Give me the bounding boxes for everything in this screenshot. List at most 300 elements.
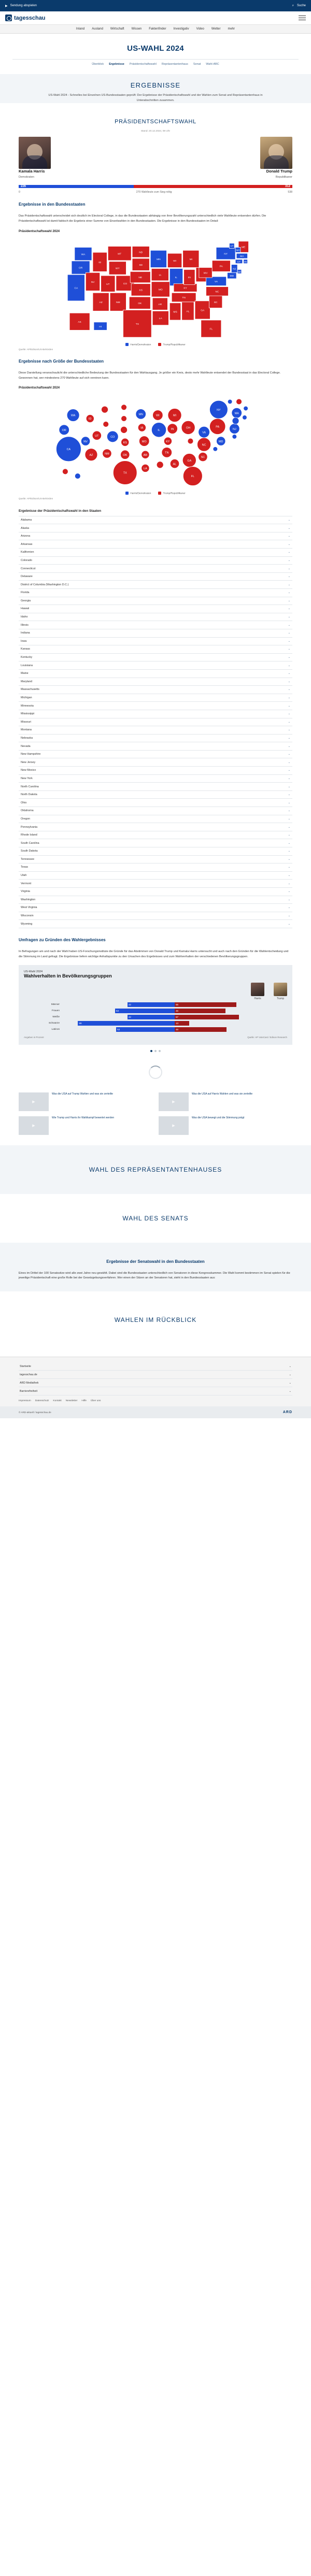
- footer-link[interactable]: Hilfe: [81, 1400, 87, 1403]
- teaser-card[interactable]: [159, 1116, 292, 1135]
- map-state-label-nh: NH: [236, 249, 240, 252]
- state-row-label: New York: [21, 776, 33, 780]
- state-row-label: Connecticut: [21, 567, 36, 570]
- state-row-label: Florida: [21, 591, 30, 595]
- state-row-label: Pennsylvania: [21, 825, 38, 829]
- state-row[interactable]: [19, 678, 292, 686]
- state-row[interactable]: [19, 920, 292, 928]
- candidate-party-harris: Demokraten: [19, 176, 34, 179]
- chevron-down-icon[interactable]: ⌄: [288, 890, 290, 894]
- chevron-down-icon[interactable]: ⌄: [288, 914, 290, 918]
- state-row-label: North Dakota: [21, 793, 37, 797]
- state-row-label: Georgia: [21, 599, 31, 602]
- carto-bubble-nh[interactable]: [244, 407, 248, 411]
- state-row[interactable]: [19, 864, 292, 872]
- carto-text: Diese Darstellung veranschaulicht die unterschiedliche Bedeutung der Bundesstaaten für den Wahlausgang. Je größer ein Kreis, desto mehr Wahlleute entsendet der Bundesstaat in das Electoral College. Gewonnen hat, wer mindestens 270 Wahlleute auf sich vereinen kann.: [19, 371, 281, 380]
- candidate-name-harris: Kamala Harris: [19, 169, 45, 174]
- chevron-down-icon[interactable]: ⌄: [288, 898, 290, 901]
- state-row-label: Rhode Island: [21, 833, 37, 837]
- footer-links[interactable]: [19, 1400, 292, 1402]
- carto-label-wa: WA: [70, 414, 76, 418]
- nav-item-mehr[interactable]: mehr: [228, 27, 235, 31]
- chevron-down-icon[interactable]: ⌄: [288, 672, 290, 675]
- map-state-label-ct: CT: [237, 261, 241, 264]
- state-row-label: Oregon: [21, 817, 30, 821]
- chart-row: Latinos 52 46: [24, 1027, 287, 1032]
- chevron-down-icon[interactable]: ⌄: [288, 607, 290, 611]
- chart-row-label: Männer: [51, 1003, 60, 1006]
- state-row[interactable]: [19, 831, 292, 840]
- carto-bubble-ri[interactable]: [243, 415, 247, 420]
- carto-label-ok: OK: [123, 454, 128, 457]
- carousel-dot-3[interactable]: [159, 1050, 161, 1052]
- map-state-label-in: IN: [188, 276, 191, 279]
- state-row[interactable]: [19, 654, 292, 662]
- state-row-label: Hawaii: [21, 607, 30, 611]
- menu-button[interactable]: [299, 14, 306, 22]
- carto-label-ma: MA: [234, 412, 239, 415]
- map-state-label-ia: IA: [159, 274, 162, 277]
- review-section: [0, 1291, 311, 1348]
- chevron-down-icon[interactable]: ⌄: [288, 639, 290, 643]
- map-state-label-ny: NY: [224, 252, 228, 255]
- chevron-down-icon[interactable]: ⌄: [288, 631, 290, 635]
- chevron-down-icon[interactable]: ⌄: [288, 882, 290, 885]
- chevron-down-icon[interactable]: ⌄: [288, 801, 290, 804]
- chevron-down-icon[interactable]: ⌄: [289, 1373, 291, 1376]
- voter-groups-chart[interactable]: [19, 965, 292, 1045]
- state-row[interactable]: [19, 751, 292, 759]
- map-state-label-ut: UT: [106, 283, 110, 286]
- map-state-label-id: ID: [98, 261, 102, 264]
- carto-bubble-ct[interactable]: [232, 418, 239, 424]
- carto-label-md: MD: [219, 440, 223, 444]
- carto-bubble-nd[interactable]: [121, 405, 127, 410]
- chart-row: Frauen 53 45: [24, 1009, 287, 1013]
- chevron-down-icon[interactable]: ⌄: [288, 656, 290, 659]
- state-row[interactable]: [19, 581, 292, 589]
- state-row-label: New Mexico: [21, 769, 36, 772]
- carto-bubble-hi[interactable]: [75, 473, 80, 479]
- state-row[interactable]: [19, 767, 292, 775]
- state-row[interactable]: [19, 807, 292, 815]
- chevron-down-icon[interactable]: ⌄: [288, 535, 290, 538]
- carto-legend-dem: Harris/Demokraten: [125, 492, 151, 495]
- candidate-party-trump: Republikaner: [275, 176, 292, 179]
- carto-heading: Ergebnisse nach Größe der Bundesstaaten: [19, 358, 104, 364]
- carto-bubble-de[interactable]: [232, 435, 237, 439]
- footer-link[interactable]: Datenschutz: [35, 1400, 49, 1403]
- video-thumbnail[interactable]: [19, 1116, 49, 1135]
- state-row[interactable]: [19, 742, 292, 751]
- states-text: Das Präsidentschaftswahl unterscheidet sich deutlich im Electoral College, in das die Bundesstaaten abhängig von ihrer Bevölkerungszahl unterschiedlich viele Wahlleute entsenden dürfen. Die Präsidentschaftswahl ist damit faktisch die Ergebnis einer Summe von Einzelwahlen in den Bundesstaaten. Die Ergebnisse in den Bundesstaaten im Detail:: [19, 214, 266, 223]
- carto-label-id: ID: [89, 418, 92, 421]
- map-state-label-wy: WY: [115, 267, 120, 270]
- legend-rep: Trump/Republikaner: [158, 343, 185, 346]
- carto-bubble-me[interactable]: [236, 399, 242, 405]
- chevron-down-icon[interactable]: ⌄: [288, 809, 290, 813]
- play-label[interactable]: Sendung abspielen: [10, 4, 37, 7]
- chevron-down-icon[interactable]: ⌄: [288, 704, 290, 708]
- chart-kicker: US-Wahl 2024: [24, 970, 43, 973]
- state-row[interactable]: [19, 613, 292, 622]
- state-row[interactable]: [19, 686, 292, 694]
- state-row[interactable]: [19, 791, 292, 799]
- chevron-down-icon[interactable]: ⌄: [288, 793, 290, 797]
- tab-ueberblick[interactable]: Überblick: [92, 63, 104, 66]
- map-state-label-va: VA: [215, 280, 218, 283]
- chevron-down-icon[interactable]: ⌄: [289, 1364, 291, 1368]
- state-row[interactable]: [19, 823, 292, 831]
- map-state-label-ma: MA: [240, 255, 244, 258]
- carto-bubble-wv[interactable]: [188, 439, 193, 444]
- map-state-label-ms: MS: [173, 311, 177, 314]
- chevron-down-icon[interactable]: ⌄: [288, 922, 290, 926]
- map-state-label-ne: NE: [138, 276, 143, 279]
- teaser-card[interactable]: [19, 1092, 152, 1111]
- carto-label-mi: MI: [173, 414, 177, 418]
- carto-label-ga: GA: [187, 459, 192, 463]
- carto-bubble-ak[interactable]: [62, 469, 68, 474]
- state-row-label: Tennessee: [21, 857, 35, 861]
- chevron-down-icon[interactable]: ⌄: [288, 776, 290, 780]
- site-logo[interactable]: [5, 15, 46, 21]
- chevron-down-icon[interactable]: ⌄: [288, 599, 290, 602]
- brand-bar: [0, 11, 311, 25]
- state-row[interactable]: [19, 839, 292, 847]
- chart-avatar-trump: [274, 983, 287, 996]
- state-row[interactable]: [19, 702, 292, 710]
- chevron-down-icon[interactable]: ⌄: [289, 1381, 291, 1385]
- cartogram-svg[interactable]: [12, 393, 299, 488]
- state-row[interactable]: [19, 549, 292, 557]
- carto-label-tx: TX: [123, 472, 127, 476]
- chevron-down-icon[interactable]: ⌄: [288, 664, 290, 667]
- chevron-down-icon[interactable]: ⌄: [288, 688, 290, 692]
- state-row-label: Alaska: [21, 526, 30, 530]
- state-row-label: Colorado: [21, 558, 32, 562]
- state-row[interactable]: [19, 710, 292, 718]
- state-row-label: New Jersey: [21, 760, 36, 764]
- chevron-down-icon[interactable]: ⌄: [288, 785, 290, 788]
- carto-bubble-ms[interactable]: [157, 462, 163, 468]
- chevron-down-icon[interactable]: ⌄: [288, 866, 290, 869]
- state-row[interactable]: [19, 815, 292, 824]
- footer-link[interactable]: Impressum: [19, 1400, 31, 1403]
- candidate-name-trump: Donald Trump: [266, 169, 292, 174]
- state-row[interactable]: [19, 661, 292, 670]
- nav-item-wetter[interactable]: Wetter: [211, 27, 221, 31]
- teaser-title: Was die USA auf Trump Wahlen und was sie zerteilte: [52, 1092, 114, 1096]
- state-row[interactable]: [19, 783, 292, 791]
- house-section: [0, 1145, 311, 1194]
- chevron-down-icon[interactable]: ⌄: [288, 874, 290, 877]
- section-tabs[interactable]: [0, 60, 311, 74]
- map-state-label-nm: NM: [116, 301, 120, 304]
- state-row-label: Ohio: [21, 801, 27, 804]
- carto-legend-rep: Trump/Republikaner: [158, 492, 185, 495]
- state-list-title: Ergebnisse der Präsidentschaftswahl in den Staaten: [19, 509, 102, 513]
- carto-bubble-wy[interactable]: [103, 422, 109, 427]
- avatar-trump: [260, 137, 292, 169]
- footer-bottom: [0, 1406, 311, 1418]
- carto-label-nv: NV: [83, 440, 88, 444]
- presidential-heading: PRÄSIDENTSCHAFTSWAHL: [115, 119, 196, 125]
- brand-name: tagesschau: [14, 15, 46, 21]
- state-row[interactable]: [19, 565, 292, 573]
- carousel-dot-2[interactable]: [154, 1050, 157, 1052]
- video-thumbnail[interactable]: [19, 1092, 49, 1111]
- state-row[interactable]: [19, 694, 292, 702]
- chart-avatar-harris: [251, 983, 264, 996]
- nav-item-investigativ[interactable]: Investigativ: [173, 27, 189, 31]
- nav-item-ausland[interactable]: Ausland: [92, 27, 103, 31]
- state-row-label: Maine: [21, 672, 29, 675]
- nav-item-wissen[interactable]: Wissen: [131, 27, 142, 31]
- map-state-label-ak: AK: [78, 321, 81, 324]
- results-heading: ERGEBNISSE: [130, 81, 181, 89]
- chevron-down-icon[interactable]: ⌄: [288, 647, 290, 651]
- chevron-down-icon[interactable]: ⌄: [288, 567, 290, 570]
- tagesschau-mark-icon: [5, 15, 12, 21]
- state-row[interactable]: [19, 888, 292, 896]
- map-legend: [0, 343, 311, 346]
- chevron-down-icon[interactable]: ⌄: [288, 728, 290, 732]
- chevron-down-icon[interactable]: ⌄: [288, 680, 290, 683]
- state-row[interactable]: [19, 718, 292, 727]
- carto-label-mn: MN: [138, 413, 143, 416]
- teaser-card[interactable]: [19, 1116, 152, 1135]
- chevron-down-icon[interactable]: ⌄: [288, 712, 290, 716]
- map-state-label-il: IL: [175, 276, 178, 279]
- chevron-down-icon[interactable]: ⌄: [288, 753, 290, 756]
- state-row[interactable]: [19, 847, 292, 856]
- chevron-down-icon[interactable]: ⌄: [288, 583, 290, 586]
- map-state-label-mi: MI: [189, 258, 192, 261]
- teaser-card[interactable]: [159, 1092, 292, 1111]
- chevron-down-icon[interactable]: ⌄: [288, 518, 290, 522]
- states-heading: Ergebnisse in den Bundesstaaten: [19, 202, 86, 207]
- map-state-label-fl: FL: [209, 328, 213, 331]
- chevron-down-icon[interactable]: ⌄: [288, 615, 290, 619]
- state-row-label: Massachusetts: [21, 688, 39, 692]
- carto-bubble-mt[interactable]: [102, 407, 108, 413]
- state-row-label: Louisiana: [21, 664, 33, 667]
- chevron-down-icon[interactable]: ⌄: [288, 744, 290, 748]
- map-state-label-vt: VT: [230, 245, 234, 248]
- tab-praesidentschaftswahl[interactable]: Präsidentschaftswahl: [129, 63, 157, 66]
- tab-ergebnisse[interactable]: Ergebnisse: [109, 63, 124, 66]
- video-thumbnail[interactable]: [159, 1116, 189, 1135]
- footer-link[interactable]: Über uns: [90, 1400, 101, 1403]
- map-state-label-ar: AR: [158, 303, 162, 306]
- chevron-down-icon[interactable]: ⌄: [288, 558, 290, 562]
- carto-label-wi: WI: [156, 414, 160, 418]
- chevron-down-icon[interactable]: ⌄: [288, 551, 290, 554]
- map-state-label-sc: SC: [214, 301, 218, 304]
- state-row[interactable]: [19, 597, 292, 606]
- state-row[interactable]: [19, 872, 292, 880]
- state-row[interactable]: [19, 670, 292, 678]
- chevron-down-icon[interactable]: ⌄: [288, 736, 290, 740]
- footer-row[interactable]: [19, 1379, 292, 1387]
- map-state-label-pa: PA: [219, 265, 223, 268]
- nav-item-wirtschaft[interactable]: Wirtschaft: [110, 27, 124, 31]
- state-row[interactable]: [19, 645, 292, 654]
- teaser-title: Was die USA auf Harris Wahlen und was sie zerteilte: [192, 1092, 253, 1096]
- us-choropleth-map[interactable]: [12, 236, 299, 340]
- carto-label-nc: NC: [202, 443, 206, 447]
- teaser-grid[interactable]: [19, 1092, 292, 1135]
- chevron-down-icon[interactable]: ⌄: [289, 1389, 291, 1393]
- state-row-label: Vermont: [21, 882, 32, 885]
- state-row-label: Texas: [21, 866, 29, 869]
- footer-row[interactable]: [19, 1371, 292, 1379]
- state-row[interactable]: [19, 904, 292, 912]
- map-svg[interactable]: [12, 236, 299, 340]
- search-label[interactable]: Suche: [296, 4, 306, 7]
- state-row[interactable]: [19, 629, 292, 638]
- state-row[interactable]: [19, 758, 292, 767]
- polls-text: In Befragungen am und nach der Wahl haben US-Forschungsinstitute die Gründe für das Abstimmen von Donald Trump und Kamala Harris untersucht und auch nach den Gründen für die Wahlentscheidung und die Stimmung im Land gefragt. Die Ergebnisse liefern wichtige Anhaltspunkte zu den Ursachen des Ergebnisses und zum Wahlverhalten der verschiedenen Bevölkerungsgruppen.: [19, 949, 289, 958]
- carto-label-fl: FL: [191, 475, 195, 479]
- results-band: [0, 74, 311, 103]
- state-row[interactable]: [19, 605, 292, 613]
- state-row-label: Kansas: [21, 647, 30, 651]
- main-nav[interactable]: [0, 25, 311, 34]
- house-heading: WAHL DES REPRÄSENTANTENHAUSES: [89, 1165, 222, 1173]
- chevron-down-icon[interactable]: ⌄: [288, 769, 290, 772]
- chevron-down-icon[interactable]: ⌄: [288, 575, 290, 579]
- carousel-dot-1[interactable]: [150, 1050, 152, 1052]
- teaser-title: Wie Trump und Harris ihr Wahlkampf bewertet werden: [52, 1116, 115, 1119]
- senate-states-section: [0, 1243, 311, 1292]
- chart-legend-trump: Trump: [274, 983, 287, 1000]
- state-row[interactable]: [19, 638, 292, 646]
- footer-link[interactable]: Newsletter: [65, 1400, 78, 1403]
- footer-row[interactable]: [19, 1362, 292, 1371]
- state-row[interactable]: [19, 524, 292, 533]
- chart-footer: [24, 1036, 287, 1039]
- footer-row-label: tagesschau.de: [20, 1373, 37, 1376]
- state-row[interactable]: [19, 589, 292, 597]
- state-row[interactable]: [19, 775, 292, 783]
- tab-repraesentantenhaus[interactable]: Repräsentantenhaus: [161, 63, 188, 66]
- electoral-bar: [19, 183, 292, 190]
- map-state-label-wv: WV: [203, 271, 208, 275]
- state-row[interactable]: [19, 533, 292, 541]
- state-row[interactable]: [19, 621, 292, 629]
- state-row[interactable]: [19, 735, 292, 743]
- chevron-down-icon[interactable]: ⌄: [288, 850, 290, 853]
- carto-bubble-vt[interactable]: [228, 399, 232, 404]
- state-row-label: Maryland: [21, 680, 33, 683]
- state-row[interactable]: [19, 557, 292, 565]
- map-state-label-me: ME: [242, 246, 246, 249]
- chevron-down-icon[interactable]: ⌄: [288, 696, 290, 700]
- nav-item-video[interactable]: Video: [196, 27, 204, 31]
- carto-label-va: VA: [202, 431, 206, 435]
- state-row-label: Mississippi: [21, 712, 35, 716]
- map-state-label-mo: MO: [158, 289, 163, 292]
- tab-wahl-abc[interactable]: Wahl-ABC: [206, 63, 219, 66]
- carousel-dots[interactable]: [0, 1050, 311, 1052]
- us-cartogram[interactable]: [12, 393, 299, 488]
- chevron-down-icon[interactable]: ⌄: [288, 591, 290, 595]
- chevron-down-icon[interactable]: ⌄: [288, 720, 290, 724]
- state-accordion[interactable]: [19, 516, 292, 928]
- results-intro: US-Wahl 2024 - Schnelles bei Einzelnen US-Bundesstaaten geprüft: Der Ergebnisse der Präsidentschaftswahl und der Wahlen zum Senat und Repräsentantenhaus in Unterabschnitten zusammen.: [48, 94, 263, 102]
- chart-row-label: Schwarze: [48, 1021, 60, 1025]
- carto-bubble-ne[interactable]: [121, 427, 128, 434]
- chevron-down-icon[interactable]: ⌄: [288, 906, 290, 910]
- chevron-down-icon[interactable]: ⌄: [288, 841, 290, 845]
- carto-label-co: CO: [110, 436, 115, 439]
- chevron-down-icon[interactable]: ⌄: [288, 542, 290, 546]
- chevron-down-icon[interactable]: ⌄: [288, 833, 290, 837]
- chart-row-label: Frauen: [51, 1009, 60, 1012]
- state-row-label: Missouri: [21, 720, 32, 724]
- state-row-label: North Carolina: [21, 785, 39, 788]
- footer: [0, 1357, 311, 1418]
- chevron-down-icon[interactable]: ⌄: [288, 825, 290, 829]
- map-state-label-nj: NJ: [233, 268, 236, 271]
- nav-item-inland[interactable]: Inland: [76, 27, 85, 31]
- carto-bubble-dc[interactable]: [213, 447, 218, 452]
- footer-link[interactable]: Kontakt: [53, 1400, 62, 1403]
- nav-item-faktenfinder[interactable]: Faktenfinder: [149, 27, 166, 31]
- state-row[interactable]: [19, 856, 292, 864]
- chart-source: Quelle: AP VoteCast / Edison Research: [247, 1035, 287, 1039]
- chevron-down-icon[interactable]: ⌄: [288, 817, 290, 821]
- chevron-down-icon[interactable]: ⌄: [288, 623, 290, 627]
- state-row-label: West Virginia: [21, 906, 37, 910]
- footer-row[interactable]: [19, 1387, 292, 1395]
- state-row[interactable]: [19, 799, 292, 807]
- electoral-bar-dem: 226: [19, 185, 134, 188]
- chevron-down-icon[interactable]: ⌄: [288, 526, 290, 530]
- page-title: US-WAHL 2024: [127, 44, 184, 53]
- video-thumbnail[interactable]: [159, 1092, 189, 1111]
- state-row-label: Wisconsin: [21, 914, 34, 918]
- state-row[interactable]: [19, 726, 292, 735]
- state-row[interactable]: [19, 573, 292, 581]
- footer-rows[interactable]: [0, 1362, 311, 1395]
- state-row-label: Nevada: [21, 744, 31, 748]
- carto-label-or: OR: [62, 429, 66, 433]
- state-row[interactable]: [19, 896, 292, 904]
- senate-states-heading: Ergebnisse der Senatswahl in den Bundesstaaten: [106, 1259, 205, 1264]
- tab-senat[interactable]: Senat: [193, 63, 201, 66]
- play-icon[interactable]: ▶: [5, 4, 8, 8]
- carto-label-nj: NJ: [233, 428, 236, 431]
- state-row[interactable]: [19, 516, 292, 525]
- carto-bubble-sd[interactable]: [121, 416, 127, 422]
- carto-label-az: AZ: [89, 454, 93, 457]
- chevron-down-icon[interactable]: ⌄: [288, 857, 290, 861]
- carto-label-pa: PA: [216, 425, 220, 429]
- map-state-label-az: AZ: [99, 301, 103, 304]
- chart-row: Weiße 42 57: [24, 1015, 287, 1019]
- search-icon[interactable]: ⌕: [292, 4, 294, 7]
- chevron-down-icon[interactable]: ⌄: [288, 760, 290, 764]
- state-row[interactable]: [19, 540, 292, 549]
- state-row[interactable]: [19, 880, 292, 888]
- senate-section: [0, 1194, 311, 1243]
- state-row-label: Illinois: [21, 623, 29, 627]
- carto-label-ky: KY: [166, 440, 170, 444]
- state-row[interactable]: [19, 912, 292, 920]
